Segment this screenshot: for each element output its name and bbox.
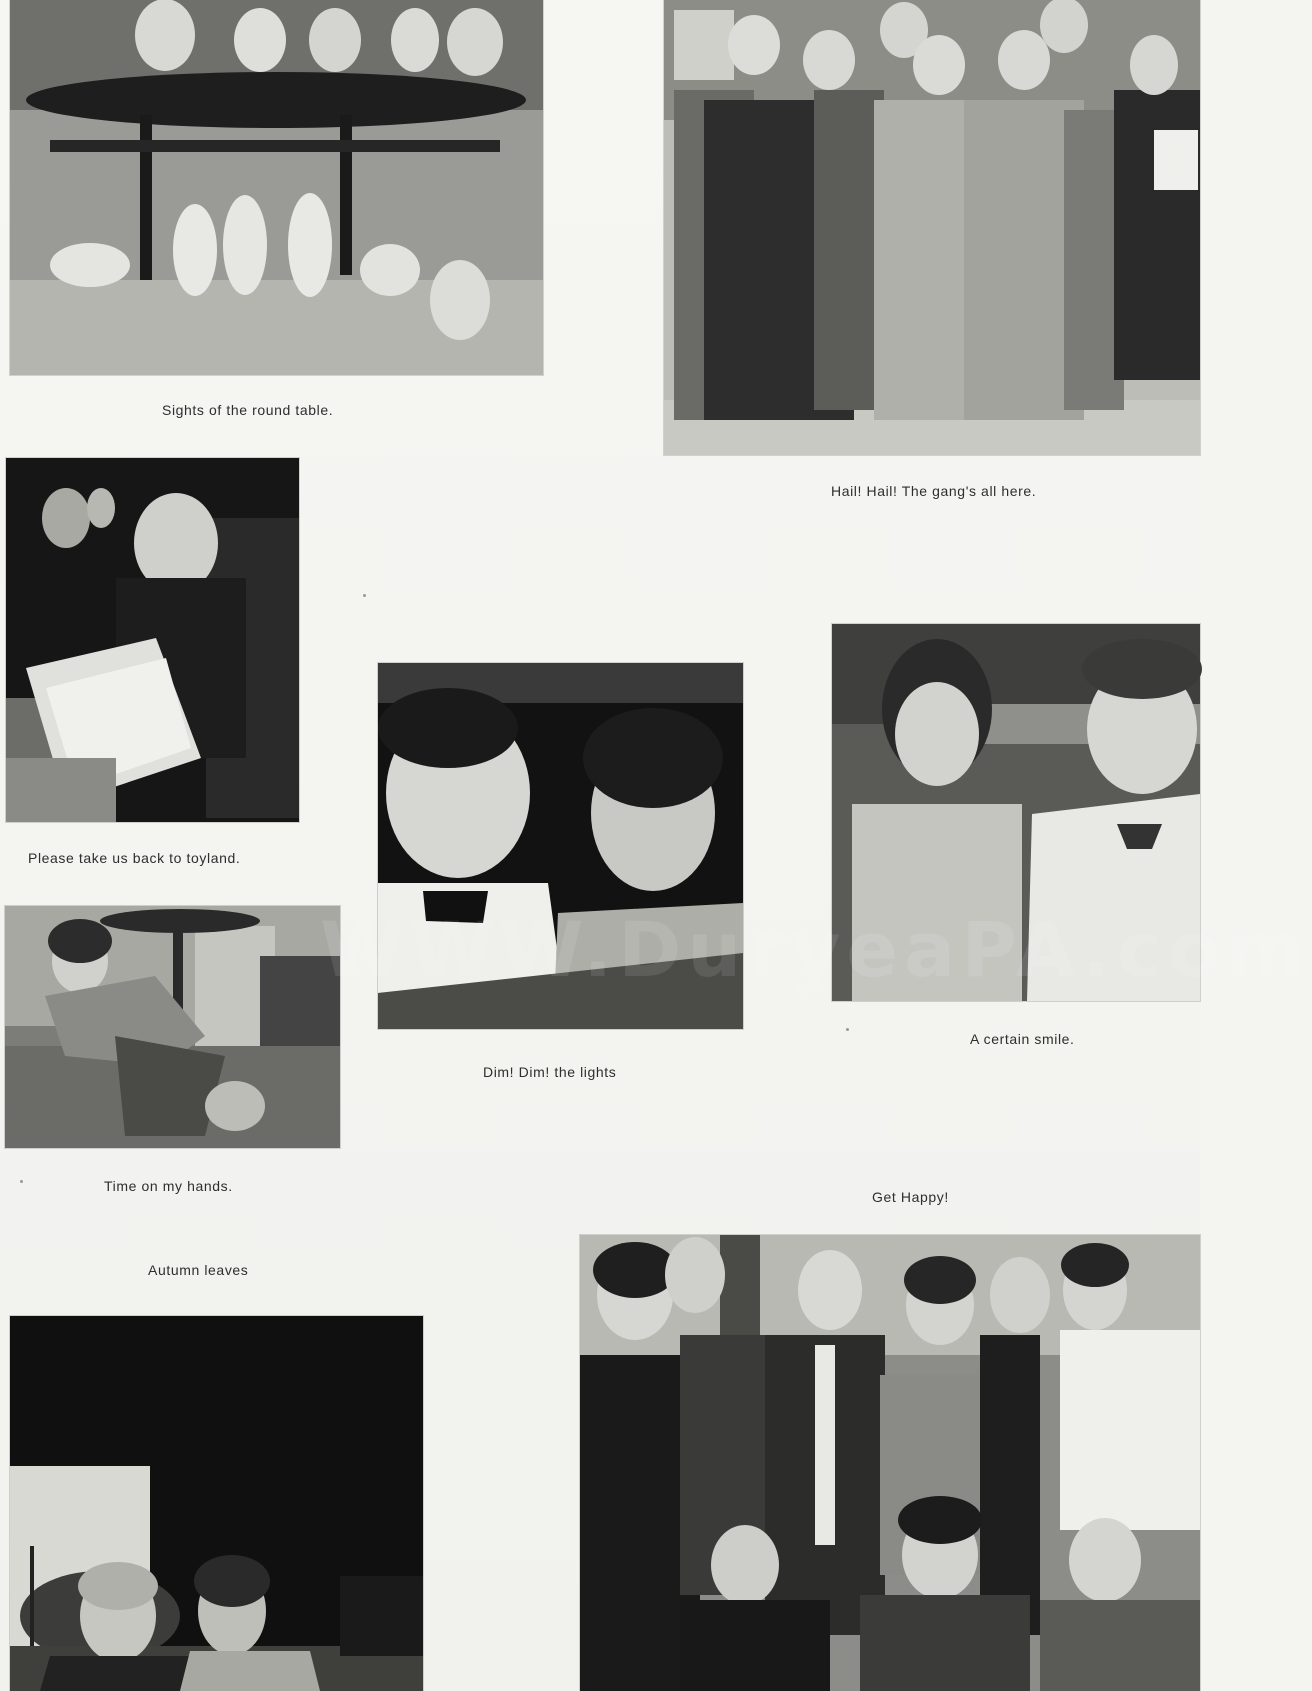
photo-gang [664, 0, 1200, 455]
dust-speck [846, 1028, 849, 1031]
photo-autumn-leaves [10, 1316, 423, 1691]
dust-speck [20, 1180, 23, 1183]
photo-certain-smile [832, 624, 1200, 1001]
watermark: WWW.DuryeaPA.com [320, 905, 1312, 994]
dust-speck [363, 594, 366, 597]
caption-dim-lights: Dim! Dim! the lights [483, 1064, 617, 1080]
caption-gang: Hail! Hail! The gang's all here. [831, 483, 1037, 499]
photo-get-happy [580, 1235, 1200, 1691]
caption-time-on-hands: Time on my hands. [104, 1178, 233, 1194]
caption-toyland: Please take us back to toyland. [28, 850, 241, 866]
caption-round-table: Sights of the round table. [162, 402, 334, 418]
caption-autumn-leaves: Autumn leaves [148, 1262, 249, 1278]
photo-round-table [10, 0, 543, 375]
caption-certain-smile: A certain smile. [970, 1031, 1075, 1047]
photo-time-on-hands [5, 906, 340, 1148]
caption-get-happy: Get Happy! [872, 1189, 949, 1205]
photo-toyland [6, 458, 299, 822]
photo-dim-lights [378, 663, 743, 1029]
